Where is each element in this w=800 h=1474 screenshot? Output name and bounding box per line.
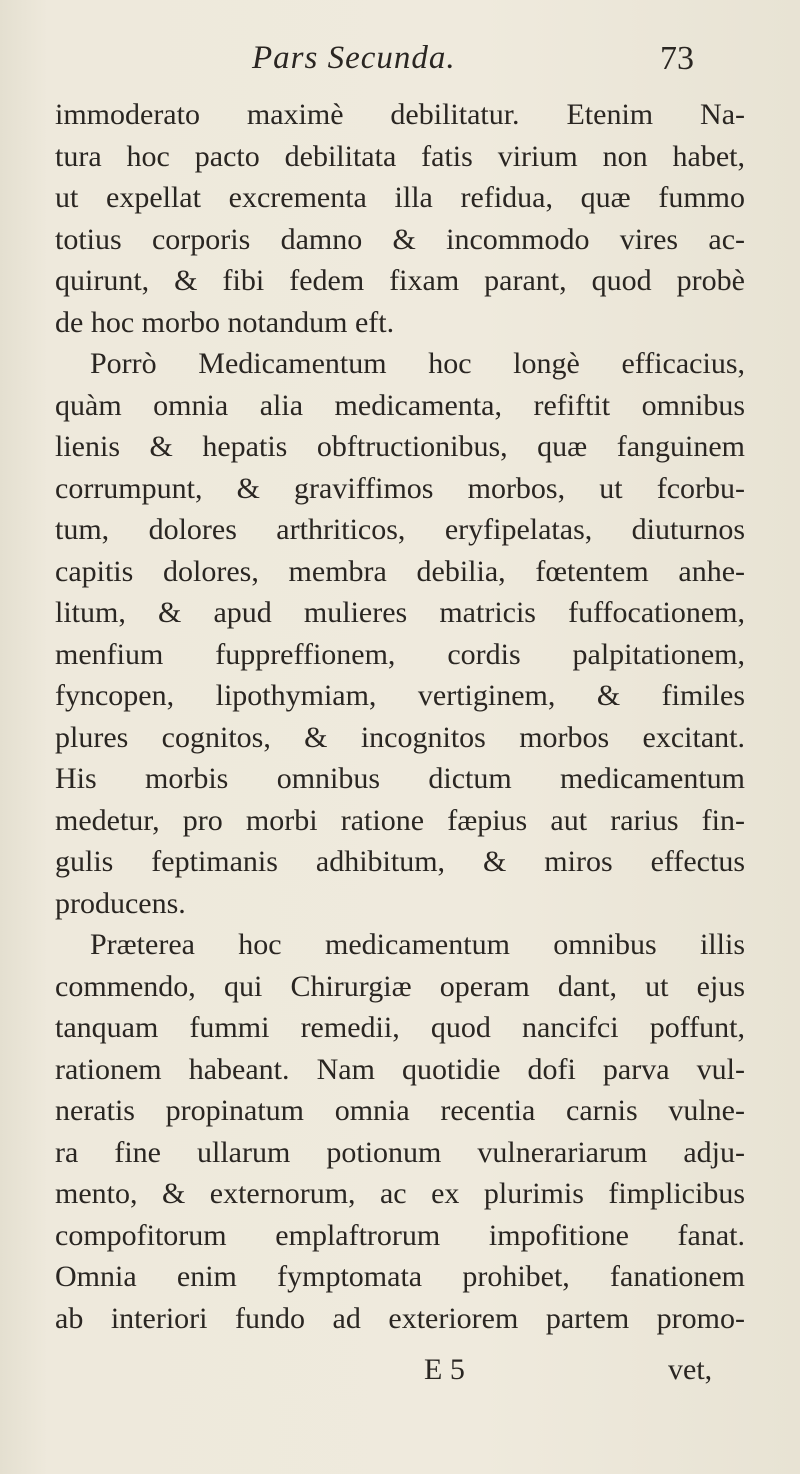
text-line: quàm omnia alia medicamenta, refiftit omnibus [55, 388, 745, 422]
text-line: fyncopen, lipothymiam, vertiginem, & fimiles [55, 679, 745, 712]
text-line: quirunt, & fibi fedem fixam parant, quod probè [55, 264, 745, 297]
text-line: ab interiori fundo ad exteriorem partem promo- [55, 1301, 745, 1335]
catchword: vet, [668, 1353, 713, 1386]
text-line: medetur, pro morbi ratione fæpius aut rarius fin- [55, 803, 745, 837]
paragraph-start-line: Præterea hoc medicamentum omnibus illis [90, 928, 745, 961]
text-line: tura hoc pacto debilitata fatis virium non habet, [55, 139, 745, 173]
text-line: menfium fuppreffionem, cordis palpitationem, [55, 637, 745, 671]
text-line: rationem habeant. Nam quotidie dofi parva vul- [55, 1052, 745, 1086]
text-line: Omnia enim fymptomata prohibet, fanationem [55, 1260, 745, 1293]
paragraph-start-line: Porrò Medicamentum hoc longè efficacius, [90, 347, 745, 380]
text-line: mento, & externorum, ac ex plurimis fimplicibus [55, 1177, 745, 1210]
text-line: immoderato maximè debilitatur. Etenim Na- [55, 98, 745, 131]
text-line: de hoc morbo notandum eft. [55, 305, 395, 339]
text-line: ut expellat excrementa illa refidua, quæ fummo [55, 181, 745, 214]
signature-mark: E 5 [424, 1353, 465, 1386]
page-header [0, 40, 800, 88]
text-line: gulis feptimanis adhibitum, & miros effectus [55, 845, 745, 878]
text-line: tanquam fummi remedii, quod nancifci poffunt, [55, 1011, 745, 1044]
text-line: ra fine ullarum potionum vulnerariarum adju- [55, 1135, 745, 1169]
running-title: Pars Secunda. [252, 40, 456, 76]
text-line: capitis dolores, membra debilia, fœtentem anhe- [55, 554, 745, 588]
text-line: neratis propinatum omnia recentia carnis vulne- [55, 1094, 745, 1127]
page-number: 73 [660, 40, 694, 77]
text-line: compofitorum emplaftrorum impofitione fanat. [55, 1218, 745, 1252]
text-line: corrumpunt, & graviffimos morbos, ut fcorbu- [55, 471, 745, 505]
text-line: tum, dolores arthriticos, eryfipelatas, diuturnos [55, 513, 745, 546]
text-line: producens. [55, 886, 186, 920]
text-line: plures cognitos, & incognitos morbos excitant. [55, 720, 745, 754]
text-line: commendo, qui Chirurgiæ operam dant, ut ejus [55, 969, 745, 1003]
page-footer [0, 1353, 800, 1397]
text-line: lienis & hepatis obftructionibus, quæ fanguinem [55, 430, 745, 463]
body-text [55, 94, 745, 1339]
text-line: totius corporis damno & incommodo vires ac- [55, 222, 745, 256]
text-line: His morbis omnibus dictum medicamentum [55, 762, 745, 795]
text-line: litum, & apud mulieres matricis fuffocationem, [55, 596, 745, 629]
